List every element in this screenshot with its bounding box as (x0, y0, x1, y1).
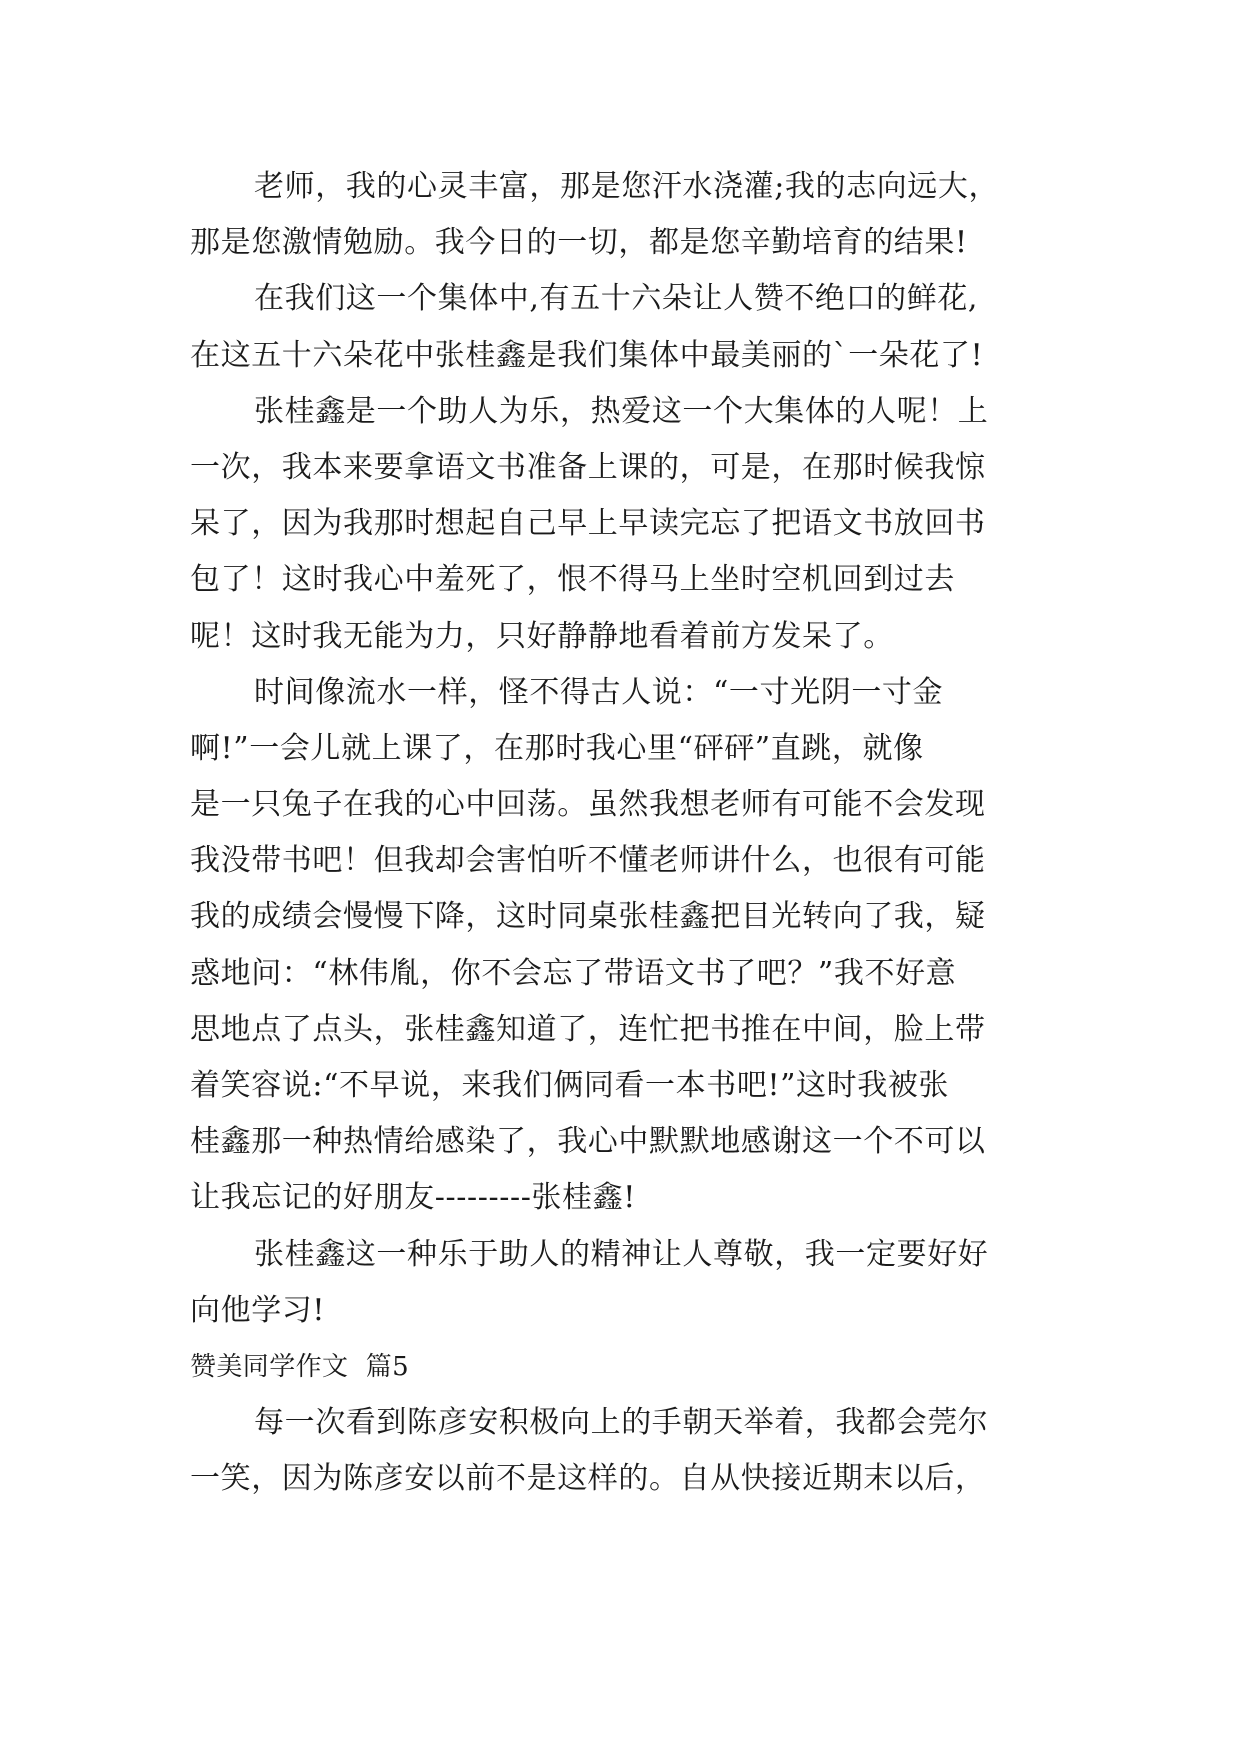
paragraph-line: 一次，我本来要拿语文书准备上课的，可是，在那时候我惊 (190, 449, 986, 485)
paragraph-line: 是一只兔子在我的心中回荡。虽然我想老师有可能不会发现 (190, 787, 986, 823)
document-body (190, 159, 1070, 1508)
paragraph-line: 在我们这一个集体中,有五十六朵让人赞不绝口的鲜花, (254, 281, 979, 317)
paragraph-line: 啊!”一会儿就上课了，在那时我心里“砰砰”直跳，就像 (190, 730, 924, 766)
paragraph-line: 呆了，因为我那时想起自己早上早读完忘了把语文书放回书 (190, 506, 986, 542)
paragraph-line: 老师，我的心灵丰富，那是您汗水浇灌;我的志向远大， (254, 169, 1000, 204)
paragraph-line: 我的成绩会慢慢下降，这时同桌张桂鑫把目光转向了我，疑 (190, 899, 986, 935)
paragraph-line: 思地点了点头，张桂鑫知道了，连忙把书推在中间，脸上带 (190, 1011, 986, 1047)
paragraph-line: 每一次看到陈彦安积极向上的手朝天举着，我都会莞尔 (254, 1405, 989, 1441)
paragraph-line: 在这五十六朵花中张桂鑫是我们集体中最美丽的`一朵花了! (190, 337, 984, 373)
section-heading: 赞美同学作文 篇5 (190, 1351, 410, 1382)
paragraph-line: 呢！这时我无能为力，只好静静地看着前方发呆了。 (190, 618, 894, 654)
paragraph-line: 张桂鑫这一种乐于助人的精神让人尊敬，我一定要好好 (254, 1236, 989, 1272)
paragraph-line: 一笑，因为陈彦安以前不是这样的。自从快接近期末以后， (190, 1461, 986, 1497)
paragraph-line: 我没带书吧！但我却会害怕听不懂老师讲什么，也很有可能 (190, 843, 986, 879)
paragraph-line: 着笑容说:“不早说，来我们俩同看一本书吧!”这时我被张 (190, 1068, 950, 1103)
paragraph-line: 那是您激情勉励。我今日的一切，都是您辛勤培育的结果! (190, 225, 968, 261)
paragraph-line: 时间像流水一样，怪不得古人说：“一寸光阴一寸金 (254, 674, 944, 710)
paragraph-line: 张桂鑫是一个助人为乐，热爱这一个大集体的人呢！上 (254, 393, 989, 429)
paragraph-line: 向他学习! (190, 1292, 326, 1328)
paragraph-line: 包了！这时我心中羞死了，恨不得马上坐时空机回到过去 (190, 562, 955, 598)
paragraph-line: 让我忘记的好朋友---------张桂鑫! (190, 1180, 636, 1216)
paragraph-line: 惑地问：“林伟胤，你不会忘了带语文书了吧？”我不好意 (190, 955, 957, 991)
paragraph-line: 桂鑫那一种热情给感染了，我心中默默地感谢这一个不可以 (190, 1124, 986, 1160)
